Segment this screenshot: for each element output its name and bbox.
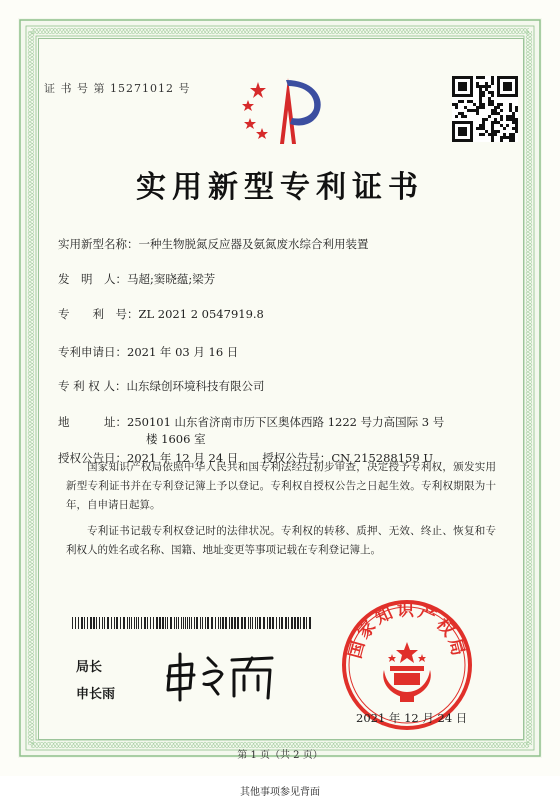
field-value: 2021 年 12 月 24 日: [127, 451, 239, 465]
qr-code: [452, 76, 518, 142]
field-address-continued: 楼 1606 室: [146, 432, 206, 446]
patent-office-logo: [236, 74, 328, 146]
field-value: 马超;窦晓蕴;梁芳: [127, 272, 216, 286]
certificate-number: 证 书 号 第 15271012 号: [44, 82, 191, 95]
field-label: 专利申请日：: [58, 345, 127, 359]
seal-text: 国家知识产权局: [345, 600, 469, 661]
legal-status-paragraph: 专利证书记载专利权登记时的法律状况。专利权的转移、质押、无效、终止、恢复和专利权人的姓名或名称、国籍、地址变更等事项记载在专利登记簿上。: [66, 525, 496, 556]
field-inventor: [58, 271, 215, 287]
field-label: 发 明 人：: [58, 272, 127, 286]
field-value: 一种生物脱氮反应器及氨氮废水综合利用装置: [138, 237, 369, 251]
field-patent-number: [58, 306, 264, 322]
field-application-date: [58, 344, 238, 360]
director-signature: [160, 648, 280, 702]
director-title: 局长: [76, 660, 103, 675]
field-label: 专 利 权 人：: [58, 379, 127, 393]
field-utility-model-name: [58, 236, 369, 252]
grant-statement-paragraph: 国家知识产权局依照中华人民共和国专利法经过初步审查，决定授予专利权，颁发实用新型专利证书并在专利登记簿上予以登记。专利权自授权公告之日起生效。专利权期限为十年，自申请日起算。: [66, 461, 496, 511]
field-label: 授权公告日：: [58, 451, 127, 465]
field-label: 实用新型名称：: [58, 237, 139, 251]
field-label: 授权公告号：: [262, 451, 332, 465]
seal-date: 2021 年 12 月 24 日: [356, 711, 468, 725]
field-label: 地 址：: [58, 415, 127, 429]
director-name: 申长雨: [76, 687, 116, 702]
page-number: 第 1 页（共 2 页）: [237, 750, 323, 761]
certificate-title: 实用新型专利证书: [136, 170, 424, 205]
field-value: 山东绿创环境科技有限公司: [126, 379, 265, 393]
field-label: 专 利 号：: [58, 307, 139, 321]
field-value: CN 215288159 U: [331, 451, 434, 465]
field-address: [58, 414, 444, 430]
field-value: ZL 2021 2 0547919.8: [138, 307, 264, 321]
field-patentee: [58, 378, 264, 394]
barcode: [72, 617, 312, 629]
field-value: 250101 山东省济南市历下区奥体西路 1222 号力高国际 3 号: [127, 415, 445, 429]
footer-note: 其他事项参见背面: [240, 787, 320, 798]
field-value: 2021 年 03 月 16 日: [127, 345, 239, 359]
